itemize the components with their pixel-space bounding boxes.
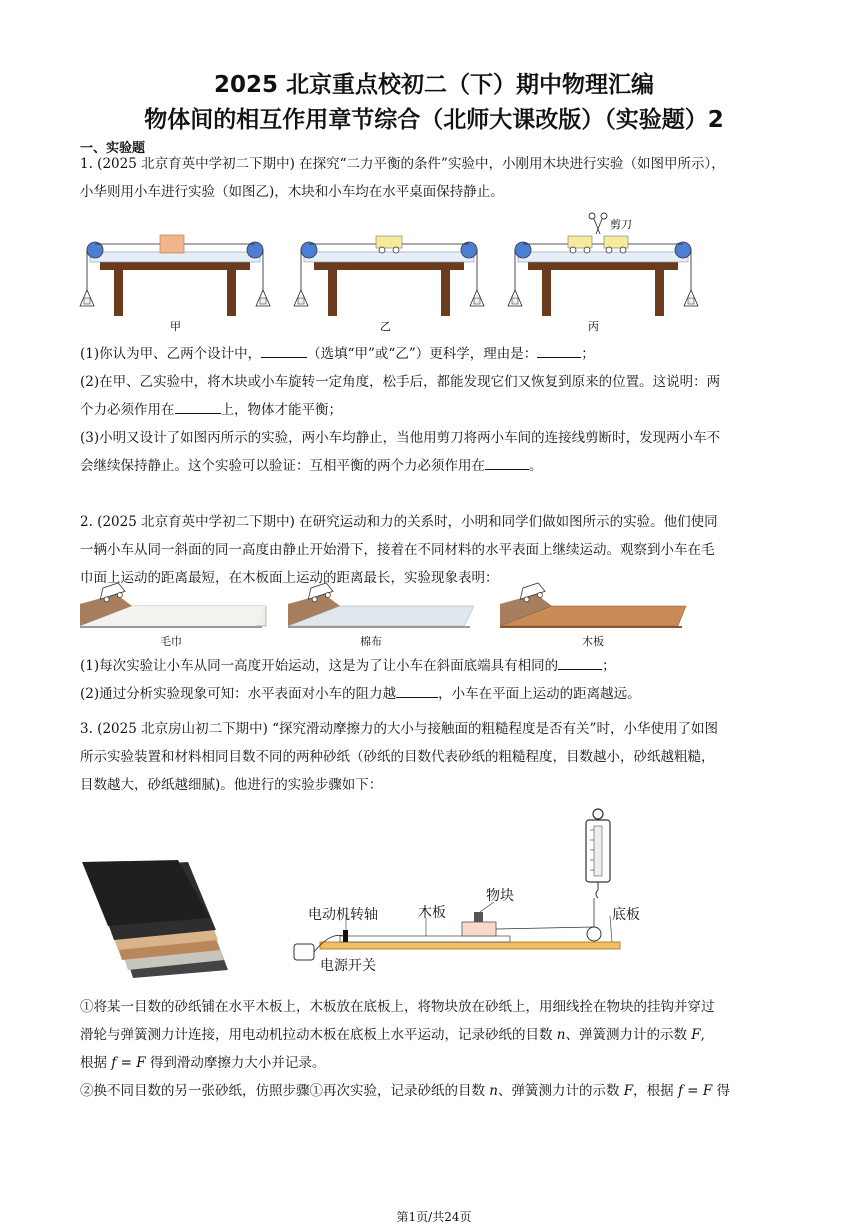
question-2-subquestions: (1)每次实验让小车从同一高度开始运动，这是为了让小车在斜面底端具有相同的 ； (2)通过分析实验现象可知：水平表面对小车的阻力越 ，小车在平面上运动的距离越远。 [80, 652, 792, 708]
scissors-label: 剪刀 [610, 218, 632, 231]
caption-cotton: 棉布 [360, 635, 382, 648]
question-3-steps: ①将某一目数的砂纸铺在水平木板上，木板放在底板上，将物块放在砂纸上，用细线拴在物块的挂钩并穿过 滑轮与弹簧测力计连接，用电动机拉动木板在底板上水平运动，记录砂纸的目数 n、弹簧测力计的示数 F, 根据 f = F 得到滑动摩擦力大小并记录。 ②换不同目数的另一张砂纸，仿照步骤①再次实验，记录砂纸的目数 n、弹簧测力计的示数 F，根据 f = F 得 [80, 999, 731, 1099]
label-base-plate: 底板 [612, 907, 640, 923]
sandpaper-stack-image [78, 860, 238, 980]
page-title: 2025 北京重点校初二（下）期中物理汇编 [213, 72, 655, 98]
figure-force-balance [72, 212, 712, 342]
question-3-stem: 3. (2025 北京房山初二下期中) “探究滑动摩擦力的大小与接触面的粗糙程度是否有关”时，小华使用了如图 所示实验装置和材料相同目数不同的两种砂纸（砂纸的目数代表砂纸的粗糙程度，目数越小，砂纸越粗糙， 目数越大，砂纸越细腻)。他进行的实验步骤如下： [80, 721, 718, 793]
label-motor-shaft: 电动机转轴 [308, 907, 378, 923]
answer-blank[interactable] [558, 653, 602, 670]
answer-blank[interactable] [175, 397, 221, 414]
caption-towel: 毛巾 [160, 635, 182, 648]
spring-scale-icon [586, 809, 610, 898]
figure-incline-surfaces [76, 580, 696, 632]
label-wood-board: 木板 [418, 905, 446, 921]
page-footer: 第1页/共24页 [396, 1210, 472, 1224]
caption-wood: 木板 [582, 635, 604, 648]
section-heading: 一、实验题 [80, 141, 146, 156]
answer-blank[interactable] [537, 341, 581, 358]
scissors-icon [589, 213, 607, 234]
label-block: 物块 [486, 888, 514, 904]
question-1-stem: 1. (2025 北京育英中学初二下期中) 在探究“二力平衡的条件”实验中，小刚用木块进行实验（如图甲所示）， 小华则用小车进行实验（如图乙)，木块和小车均在水平桌面保持静止。 [80, 156, 725, 200]
page-subtitle: 物体间的相互作用章节综合（北师大课改版）（实验题）2 [144, 107, 724, 133]
question-2-stem: 2. (2025 北京育英中学初二下期中) 在研究运动和力的关系时，小明和同学们做如图所示的实验。他们使同 一辆小车从同一斜面的同一高度由静止开始滑下，接着在不同材料的水平表面上继续运动。观察到小车在毛 巾面上运动的距离最短，在木板面上运动的距离最长，实验现象表明： [80, 514, 718, 586]
answer-blank[interactable] [485, 453, 529, 470]
fig-label-jia: 甲 [170, 320, 181, 333]
question-1-subquestions: (1)你认为甲、乙两个设计中， （选填“甲”或“乙”）更科学，理由是： ； (2)在甲、乙实验中，将木块或小车旋转一定角度，松手后，都能发现它们又恢复到原来的位置。这说明：两 个力必须作用在 上，物体才能平衡； (3)小明又设计了如图丙所示的实验，两小车均静止，当他用剪刀将两小车间的连接线剪断时，发现两小车不 会继续保持静止。这个实验可以验证：互相平衡的两个力必须作用在 。 [80, 340, 792, 480]
answer-blank[interactable] [261, 341, 307, 358]
fig-label-yi: 乙 [380, 320, 391, 333]
label-power-switch: 电源开关 [320, 958, 376, 974]
answer-blank[interactable] [396, 681, 438, 698]
fig-label-bing: 丙 [588, 320, 599, 333]
